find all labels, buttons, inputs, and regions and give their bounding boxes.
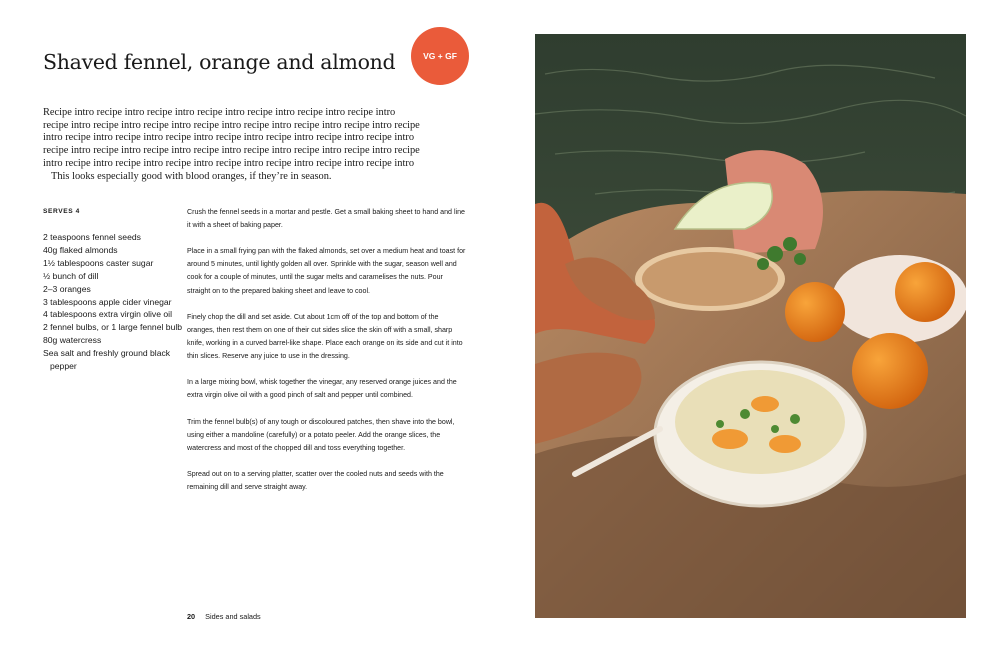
ingredient-item: 1½ tablespoons caster sugar (43, 257, 154, 268)
ingredient-item: ½ bunch of dill (43, 270, 99, 281)
diet-badge (411, 27, 469, 85)
intro-line: recipe intro recipe intro recipe intro recipe intro recipe intro recipe intro recipe intro recipe (43, 119, 420, 131)
ingredient-item: 2–3 oranges (43, 283, 91, 294)
intro-line: recipe intro recipe intro recipe intro recipe intro recipe intro recipe intro recipe intro recipe (43, 145, 420, 157)
section-name: Sides and salads (205, 612, 261, 621)
ingredient-item: 4 tablespoons extra virgin olive oil (43, 309, 172, 320)
ingredient-list (43, 231, 183, 373)
method-step: Trim the fennel bulb(s) of any tough or discoloured patches, then shave into the bowl, using either a mandoline (carefully) or a potato peeler. Add the orange slices, the watercress and most of the chopped dill and toss everything together. (187, 417, 455, 452)
ingredient-item: 2 teaspoons fennel seeds (43, 232, 141, 242)
ingredient-item: 80g watercress (43, 335, 102, 346)
recipe-title: Shaved fennel, orange and almond (43, 50, 396, 74)
intro-tip: This looks especially good with blood oranges, if they’re in season. (51, 170, 332, 182)
method-step: Crush the fennel seeds in a mortar and pestle. Get a small baking sheet to hand and line it with a sheet of baking paper. (187, 208, 466, 230)
page-number: 20 (187, 612, 196, 621)
ingredient-item: 40g flaked almonds (43, 244, 118, 255)
ingredient-item: 3 tablespoons apple cider vinegar (43, 296, 172, 307)
method-step: Place in a small frying pan with the flaked almonds, set over a medium heat and toast for around 5 minutes, until lightly golden all over. Sprinkle with the sugar, season well and cook for a couple of minutes, until the sugar melts and caramelises the nuts. Pour straight on to the prepared baking sheet and leave to cool. (187, 247, 466, 295)
recipe-intro (43, 107, 443, 183)
intro-line: intro recipe intro recipe intro recipe intro recipe intro recipe intro recipe intro recipe intro (43, 132, 415, 144)
method-step: Spread out on to a serving platter, scatter over the cooled nuts and seeds with the remaining dill and serve straight away. (187, 469, 444, 491)
method-step: In a large mixing bowl, whisk together the vinegar, any reserved orange juices and the extra virgin olive oil with a good pinch of salt and pepper until combined. (187, 378, 457, 400)
ingredient-item: Sea salt and freshly ground black pepper (43, 348, 171, 372)
serves-label: SERVES 4 (43, 208, 80, 215)
page-footer (187, 612, 261, 621)
method-step: Finely chop the dill and set aside. Cut about 1cm off of the top and bottom of the oranges, then rest them on one of their cut sides slice the skin off with a small, sharp knife, working in a curved barrel-like shape. Place each orange on its side and cut it into thin slices. Reserve any juice to use in the dressing. (187, 312, 463, 361)
ingredient-item: 2 fennel bulbs, or 1 large fennel bulb (43, 322, 183, 333)
recipe-photo (535, 34, 966, 618)
intro-line: Recipe intro recipe intro recipe intro recipe intro recipe intro recipe intro recipe intro (43, 107, 396, 118)
method-steps (187, 206, 467, 507)
intro-line: intro recipe intro recipe intro recipe intro recipe intro recipe intro recipe intro recipe intro (43, 157, 415, 169)
diet-badge-label: VG + GF (423, 51, 457, 61)
